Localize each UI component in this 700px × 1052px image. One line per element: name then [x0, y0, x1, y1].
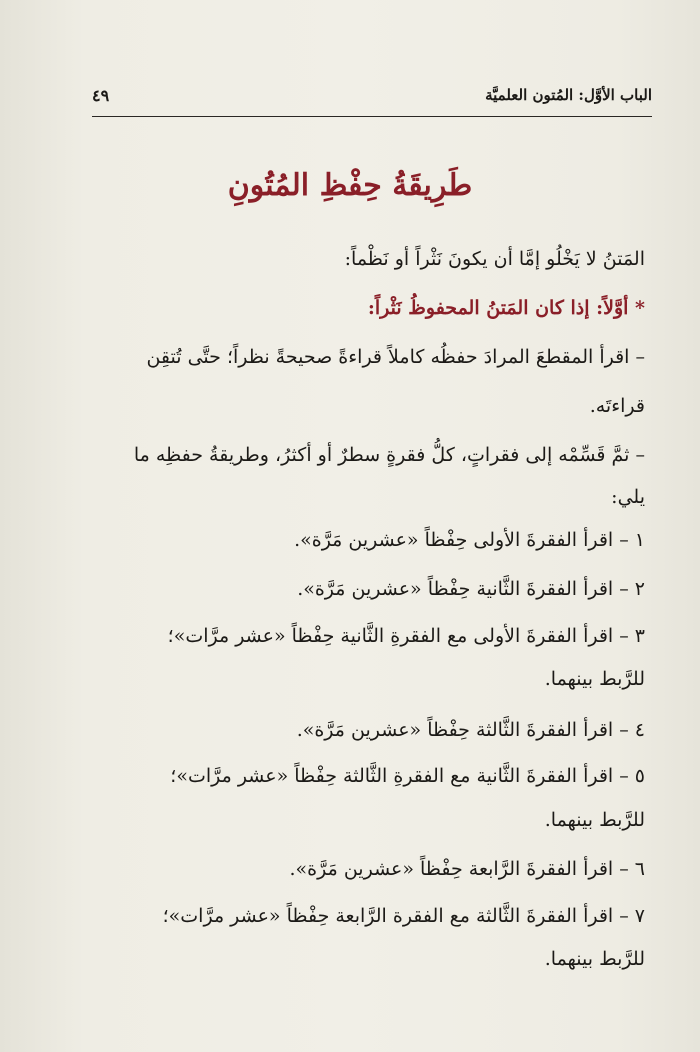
subheading-prose: * أوَّلاً: إذا كان المَتنُ المحفوظُ نَثْراً: [367, 297, 645, 319]
list-item: ٥ – اقرأ الفقرةَ الثَّانية مع الفقرةِ الثَّالثة حِفْظاً «عشر مرَّات»؛ [170, 765, 645, 787]
list-item-continuation: للرَّبط بينهما. [544, 948, 645, 970]
page-header [92, 82, 652, 117]
list-item: ٧ – اقرأ الفقرةَ الثَّالثة مع الفقرة الرَّابعة حِفْظاً «عشر مرَّات»؛ [162, 905, 645, 927]
intro-line: المَتنُ لا يَخْلُو إمَّا أن يكونَ نَثْراً أو نَظْماً: [344, 248, 645, 270]
paragraph-line: قراءتَه. [589, 395, 645, 417]
list-item: ٣ – اقرأ الفقرةَ الأولى مع الفقرةِ الثَّانية حِفْظاً «عشر مرَّات»؛ [167, 625, 645, 647]
list-item-continuation: للرَّبط بينهما. [544, 809, 645, 831]
list-item: ٤ – اقرأ الفقرةَ الثَّالثة حِفْظاً «عشرين مَرَّة». [296, 719, 645, 741]
running-title: الباب الأوَّل: المُتون العلميَّة [485, 86, 652, 104]
list-item: ٢ – اقرأ الفقرةَ الثَّانية حِفْظاً «عشرين مَرَّة». [297, 578, 645, 600]
paragraph-line: – ثمَّ قَسِّمْه إلى فقراتٍ، كلُّ فقرةٍ سطرٌ أو أكثرُ، وطريقةُ حفظِه ما [133, 444, 645, 466]
section-title: طَرِيقَةُ حِفْظِ المُتُونِ [227, 168, 473, 203]
list-item-continuation: للرَّبط بينهما. [544, 668, 645, 690]
paragraph-line: – اقرأ المقطعَ المرادَ حفظُه كاملاً قراءةً صحيحةً نظراً؛ حتَّى تُتقِن [146, 346, 645, 368]
paragraph-line: يلي: [611, 486, 645, 508]
page-number: ٤٩ [92, 86, 110, 105]
list-item: ٦ – اقرأ الفقرةَ الرَّابعة حِفْظاً «عشرين مَرَّة». [289, 858, 645, 880]
list-item: ١ – اقرأ الفقرةَ الأولى حِفْظاً «عشرين مَرَّة». [294, 529, 645, 551]
